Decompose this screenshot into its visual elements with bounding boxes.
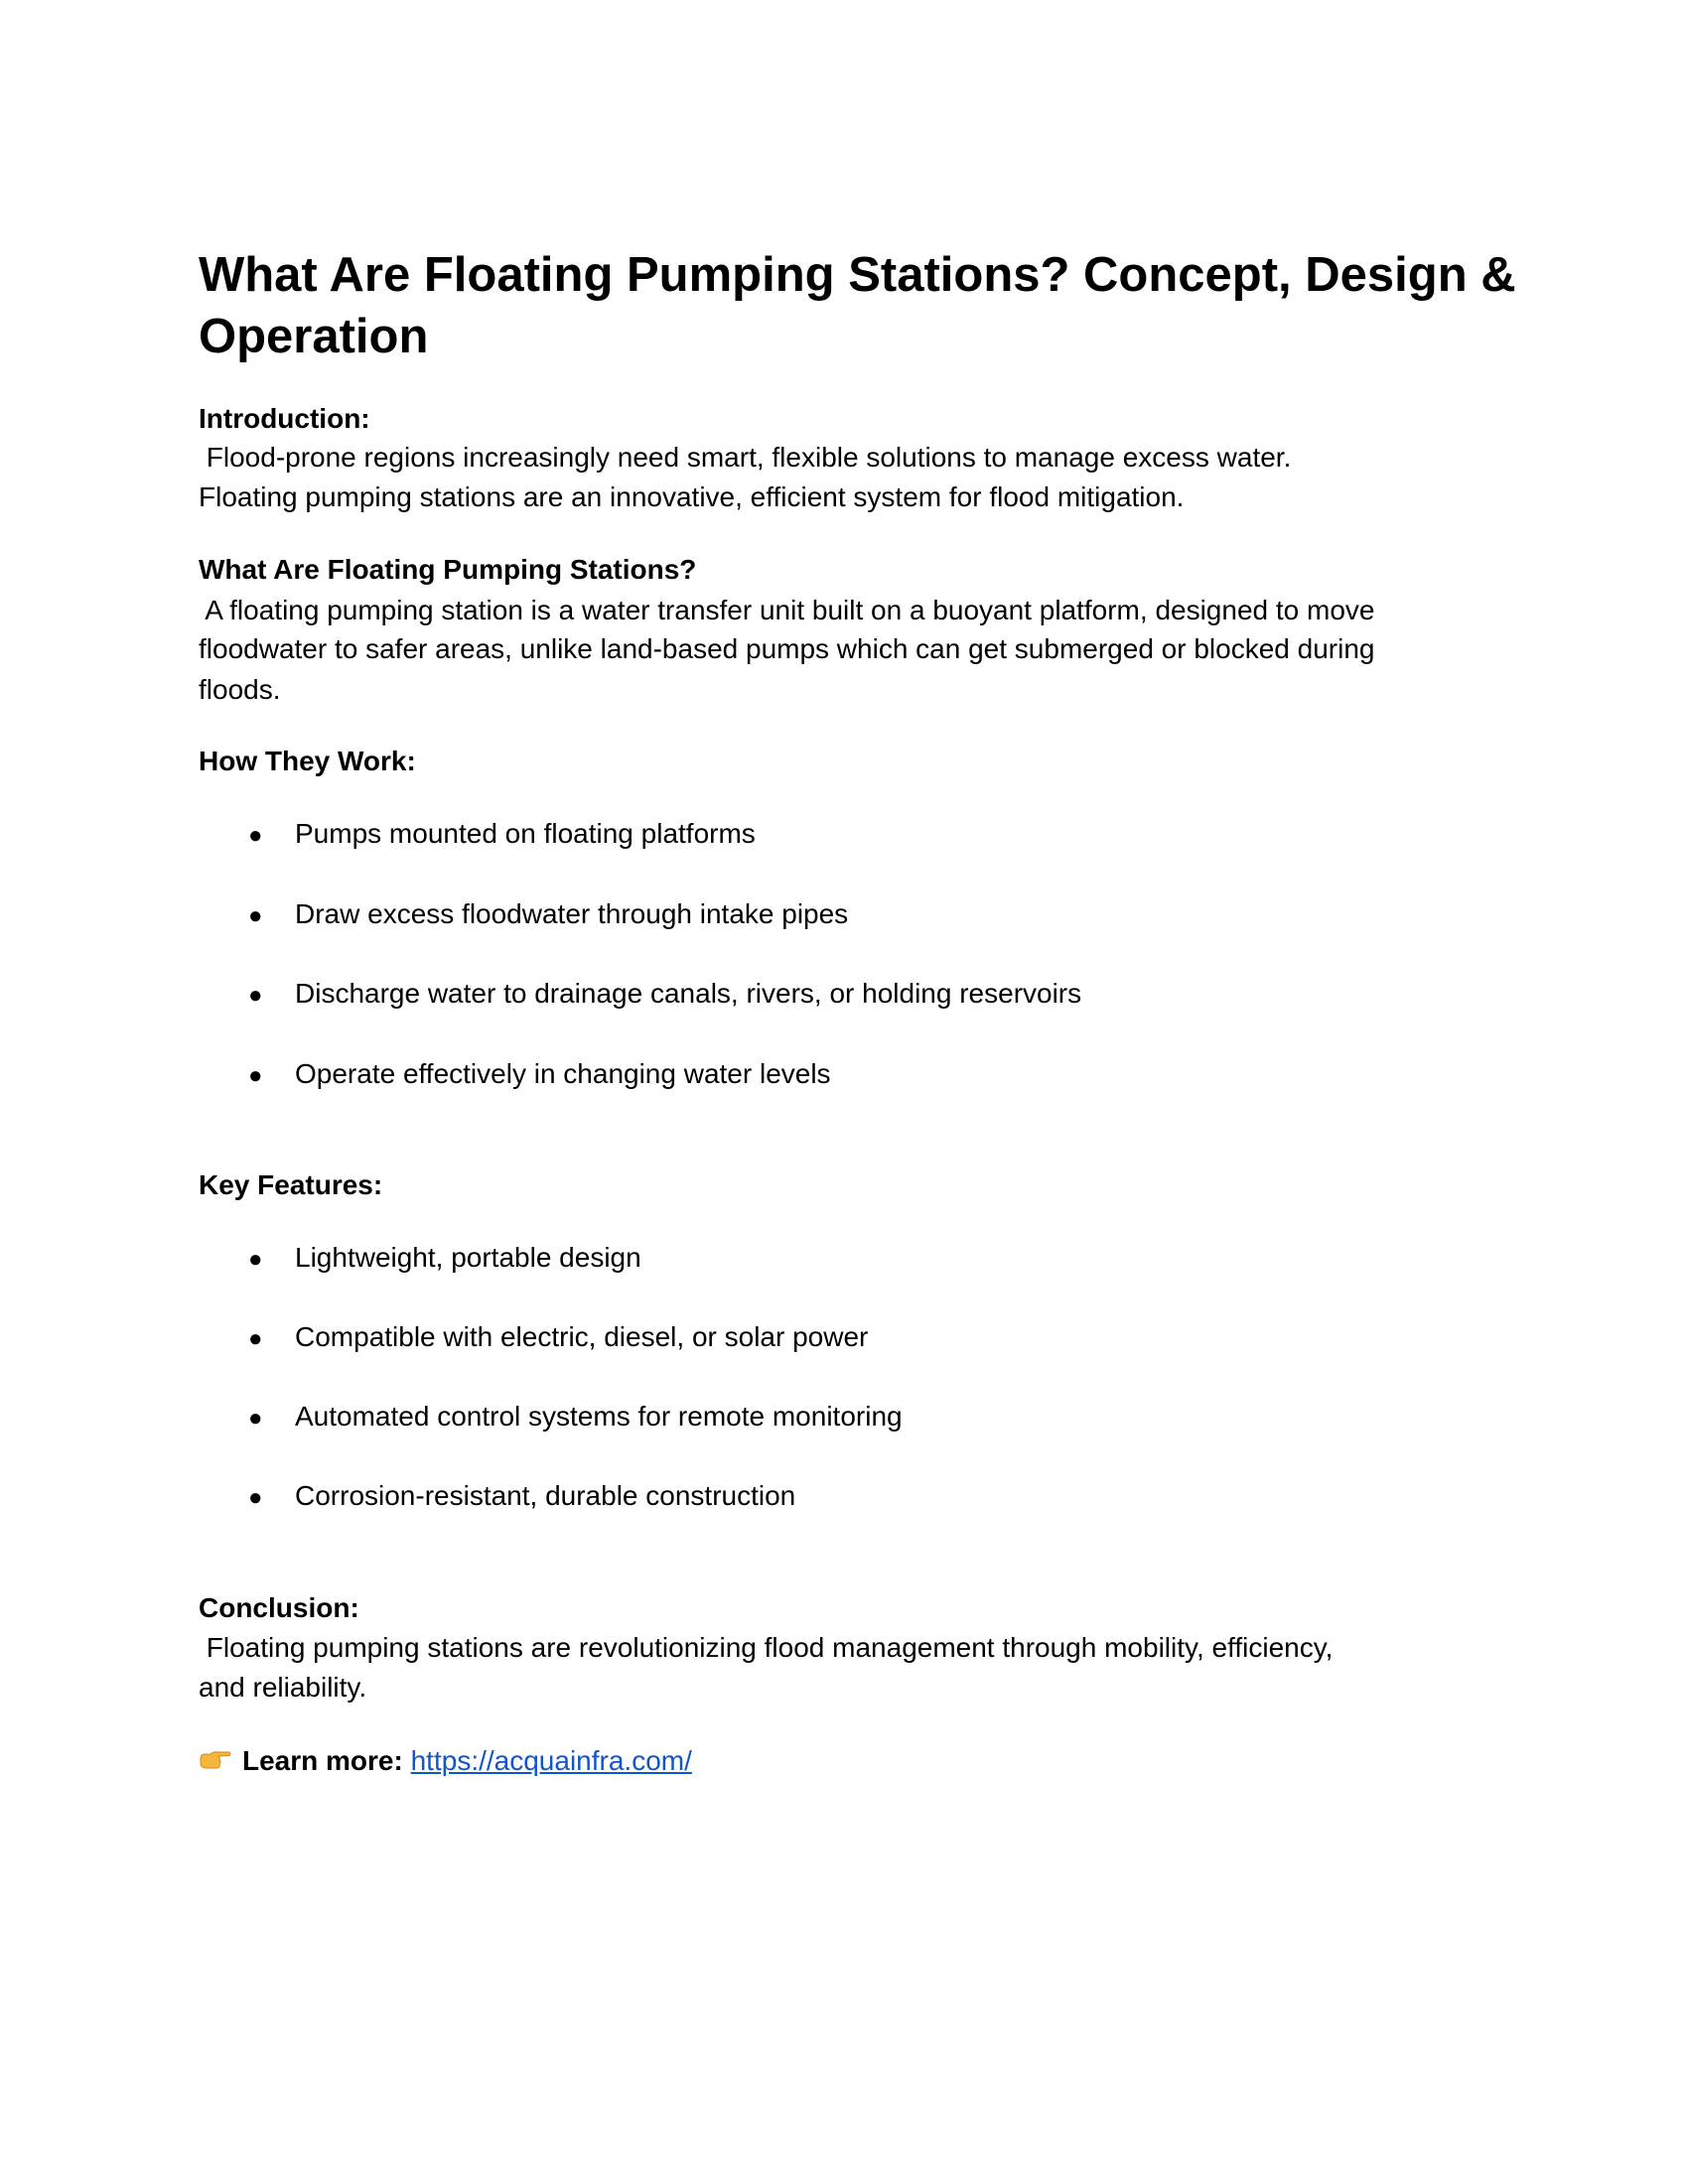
list-item bbox=[248, 1397, 903, 1438]
bullet-icon: ● bbox=[248, 982, 263, 1009]
list-item-text: Automated control systems for remote monitoring bbox=[295, 1401, 903, 1432]
bullet-icon: ● bbox=[248, 1405, 263, 1432]
bullet-icon: ● bbox=[248, 822, 263, 849]
list-item bbox=[248, 1238, 641, 1280]
what-are-heading: What Are Floating Pumping Stations? bbox=[199, 554, 697, 585]
list-item bbox=[248, 1317, 868, 1359]
list-item bbox=[248, 1476, 795, 1518]
learn-more-line bbox=[199, 1741, 692, 1781]
list-item-text: Pumps mounted on floating platforms bbox=[295, 818, 756, 849]
list-item bbox=[248, 814, 756, 856]
document-title-line-1: What Are Floating Pumping Stations? Concept, Design & bbox=[199, 248, 1516, 302]
list-item-text: Operate effectively in changing water levels bbox=[295, 1058, 831, 1089]
conclusion-text-line-1: Floating pumping stations are revolutionizing flood management through mobility, efficiency, bbox=[199, 1632, 1334, 1663]
bullet-icon: ● bbox=[248, 1062, 263, 1089]
learn-more-label: Learn more: bbox=[242, 1745, 403, 1776]
list-item bbox=[248, 894, 848, 936]
bullet-icon: ● bbox=[248, 1325, 263, 1352]
pointing-right-hand-icon bbox=[199, 1746, 232, 1774]
bullet-icon: ● bbox=[248, 1484, 263, 1511]
bullet-icon: ● bbox=[248, 1246, 263, 1273]
list-item-text: Lightweight, portable design bbox=[295, 1242, 641, 1273]
how-they-work-heading: How They Work: bbox=[199, 746, 416, 776]
acquainfra-link[interactable]: https://acquainfra.com/ bbox=[410, 1745, 692, 1776]
what-are-text-line-2: floodwater to safer areas, unlike land-based pumps which can get submerged or blocked during bbox=[199, 633, 1375, 664]
list-item bbox=[248, 1054, 831, 1096]
list-item-text: Discharge water to drainage canals, rivers, or holding reservoirs bbox=[295, 978, 1082, 1009]
conclusion-text-line-2: and reliability. bbox=[199, 1672, 367, 1703]
what-are-text-line-1: A floating pumping station is a water transfer unit built on a buoyant platform, designed to move bbox=[199, 595, 1375, 625]
introduction-text-line-2: Floating pumping stations are an innovative, efficient system for flood mitigation. bbox=[199, 481, 1185, 512]
list-item-text: Compatible with electric, diesel, or solar power bbox=[295, 1321, 869, 1352]
introduction-text-line-1: Flood-prone regions increasingly need smart, flexible solutions to manage excess water. bbox=[199, 442, 1292, 473]
key-features-heading: Key Features: bbox=[199, 1169, 383, 1200]
conclusion-heading: Conclusion: bbox=[199, 1592, 359, 1623]
list-item bbox=[248, 974, 1081, 1016]
what-are-text-line-3: floods. bbox=[199, 674, 281, 705]
bullet-icon: ● bbox=[248, 902, 263, 929]
document-title-line-2: Operation bbox=[199, 310, 429, 363]
introduction-heading: Introduction: bbox=[199, 403, 370, 434]
list-item-text: Corrosion-resistant, durable construction bbox=[295, 1480, 796, 1511]
list-item-text: Draw excess floodwater through intake pipes bbox=[295, 898, 849, 929]
